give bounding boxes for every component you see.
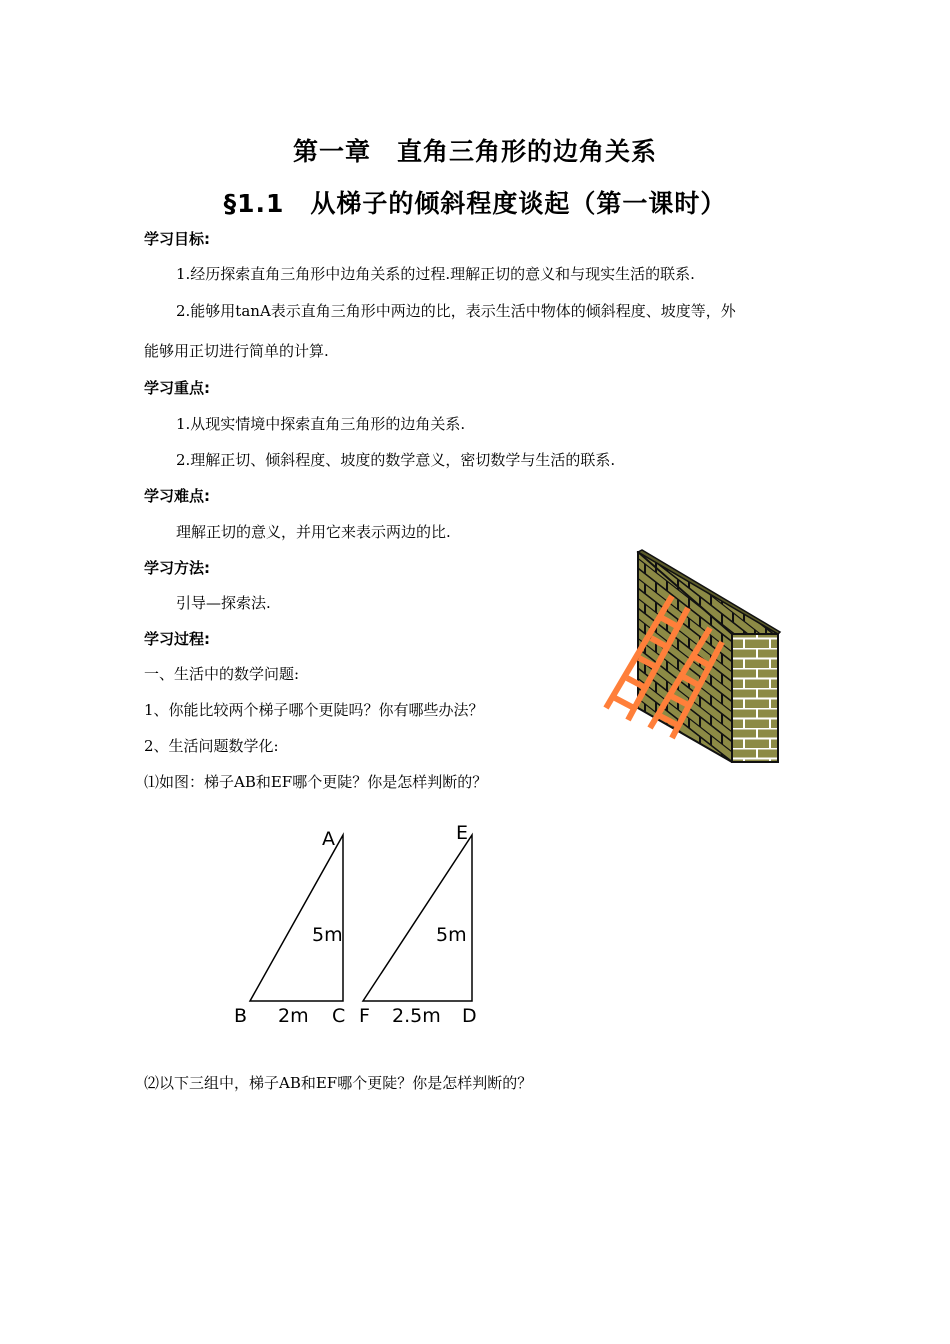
method-heading: 学习方法:	[144, 559, 210, 577]
label-f: F	[359, 1005, 370, 1027]
process-question-2-2: ⑵以下三组中，梯子AB和EF哪个更陡？你是怎样判断的？	[144, 1074, 533, 1092]
process-question-1: 1、你能比较两个梯子哪个更陡吗？你有哪些办法？	[144, 701, 484, 719]
key-point-1: 1.从现实情境中探索直角三角形的边角关系.	[176, 415, 466, 433]
label-height-2: 5m	[436, 924, 467, 946]
triangle-figure	[220, 815, 510, 1030]
process-question-2-1: ⑴如图：梯子AB和EF哪个更陡？你是怎样判断的？	[144, 773, 488, 791]
difficulties-heading: 学习难点:	[144, 487, 210, 505]
triangle-abc	[250, 835, 343, 1001]
chapter-title: 第一章 直角三角形的边角关系	[292, 137, 657, 166]
key-point-2: 2.理解正切、倾斜程度、坡度的数学意义，密切数学与生活的联系.	[176, 451, 616, 469]
label-b: B	[234, 1005, 248, 1027]
section-title: §1.1 从梯子的倾斜程度谈起（第一课时）	[223, 189, 727, 218]
objectives-heading: 学习目标:	[144, 230, 210, 248]
triangle-efd	[363, 835, 472, 1001]
key-points-heading: 学习重点:	[144, 379, 210, 397]
process-question-2: 2、生活问题数学化:	[144, 737, 279, 755]
objective-1: 1.经历探索直角三角形中边角关系的过程.理解正切的意义和与现实生活的联系.	[176, 265, 695, 283]
label-base-2: 2.5m	[392, 1005, 441, 1027]
label-a: A	[322, 828, 335, 850]
process-section-1: 一、生活中的数学问题:	[144, 665, 300, 683]
brick-wall-ladders-illustration	[600, 548, 782, 764]
label-height-1: 5m	[312, 924, 343, 946]
label-base-1: 2m	[278, 1005, 309, 1027]
method-1: 引导—探索法.	[176, 594, 271, 612]
label-e: E	[456, 822, 469, 844]
label-c: C	[332, 1005, 346, 1027]
objective-2: 2.能够用tanA表示直角三角形中两边的比，表示生活中物体的倾斜程度、坡度等，外	[176, 302, 736, 320]
process-heading: 学习过程:	[144, 630, 210, 648]
objective-2-continued: 能够用正切进行简单的计算.	[144, 342, 329, 360]
difficulty-1: 理解正切的意义，并用它来表示两边的比.	[176, 523, 451, 541]
label-d: D	[462, 1005, 477, 1027]
